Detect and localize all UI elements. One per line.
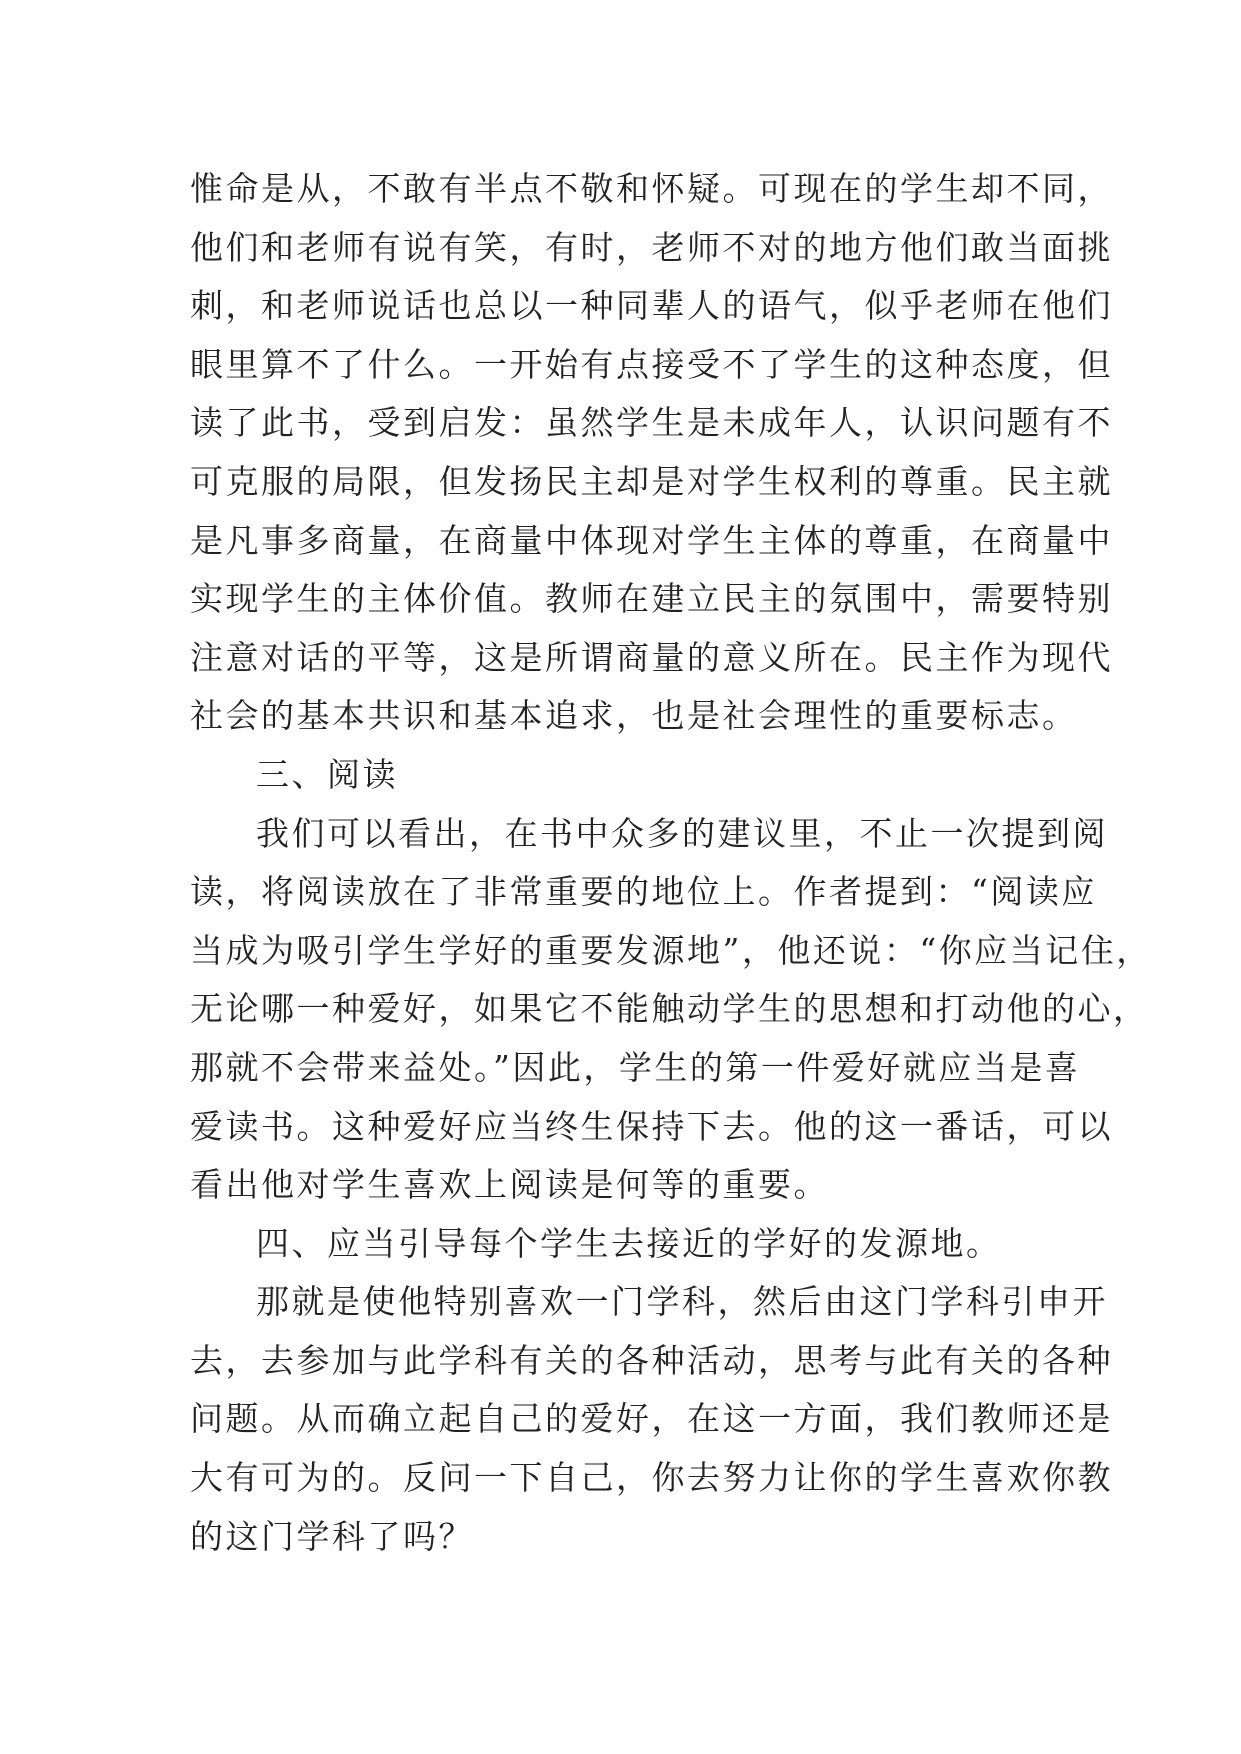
text-line: 是凡事多商量，在商量中体现对学生主体的尊重，在商量中 xyxy=(190,520,1113,560)
paragraph-first-line: 那就是使他特别喜欢一门学科，然后由这门学科引申开 xyxy=(256,1282,1108,1322)
text-line: 他们和老师有说有笑，有时，老师不对的地方他们敢当面挑 xyxy=(190,227,1113,267)
section-heading: 三、阅读 xyxy=(256,754,398,794)
text-line: 注意对话的平等，这是所谓商量的意义所在。民主作为现代 xyxy=(190,637,1113,677)
text-line: 读，将阅读放在了非常重要的地位上。作者提到：“阅读应 xyxy=(190,872,1097,912)
paragraph-first-line: 我们可以看出，在书中众多的建议里，不止一次提到阅 xyxy=(256,813,1108,853)
text-line: 当成为吸引学生学好的重要发源地”，他还说：“你应当记住， xyxy=(190,930,1152,970)
text-line: 看出他对学生喜欢上阅读是何等的重要。 xyxy=(190,1165,829,1205)
text-line: 问题。从而确立起自己的爱好，在这一方面，我们教师还是 xyxy=(190,1399,1113,1439)
text-line: 社会的基本共识和基本追求，也是社会理性的重要标志。 xyxy=(190,696,1078,736)
text-line: 的这门学科了吗？ xyxy=(190,1516,474,1556)
text-line: 刺，和老师说话也总以一种同辈人的语气，似乎老师在他们 xyxy=(190,286,1113,326)
text-line: 爱读书。这种爱好应当终生保持下去。他的这一番话，可以 xyxy=(190,1106,1113,1146)
text-line: 惟命是从，不敢有半点不敬和怀疑。可现在的学生却不同， xyxy=(190,169,1113,208)
text-line: 可克服的局限，但发扬民主却是对学生权利的尊重。民主就 xyxy=(190,461,1113,501)
text-line: 读了此书，受到启发：虽然学生是未成年人，认识问题有不 xyxy=(190,403,1113,443)
text-line: 那就不会带来益处。”因此，学生的第一件爱好就应当是喜 xyxy=(190,1047,1081,1087)
text-line: 眼里算不了什么。一开始有点接受不了学生的这种态度，但 xyxy=(190,344,1113,384)
text-line: 去，去参加与此学科有关的各种活动，思考与此有关的各种 xyxy=(190,1340,1113,1380)
text-line: 实现学生的主体价值。教师在建立民主的氛围中，需要特别 xyxy=(190,579,1113,619)
document-body xyxy=(190,160,1152,1566)
text-line: 大有可为的。反问一下自己，你去努力让你的学生喜欢你教 xyxy=(190,1458,1113,1498)
section-heading: 四、应当引导每个学生去接近的学好的发源地。 xyxy=(256,1223,1002,1263)
text-line: 无论哪一种爱好，如果它不能触动学生的思想和打动他的心， xyxy=(190,989,1149,1029)
